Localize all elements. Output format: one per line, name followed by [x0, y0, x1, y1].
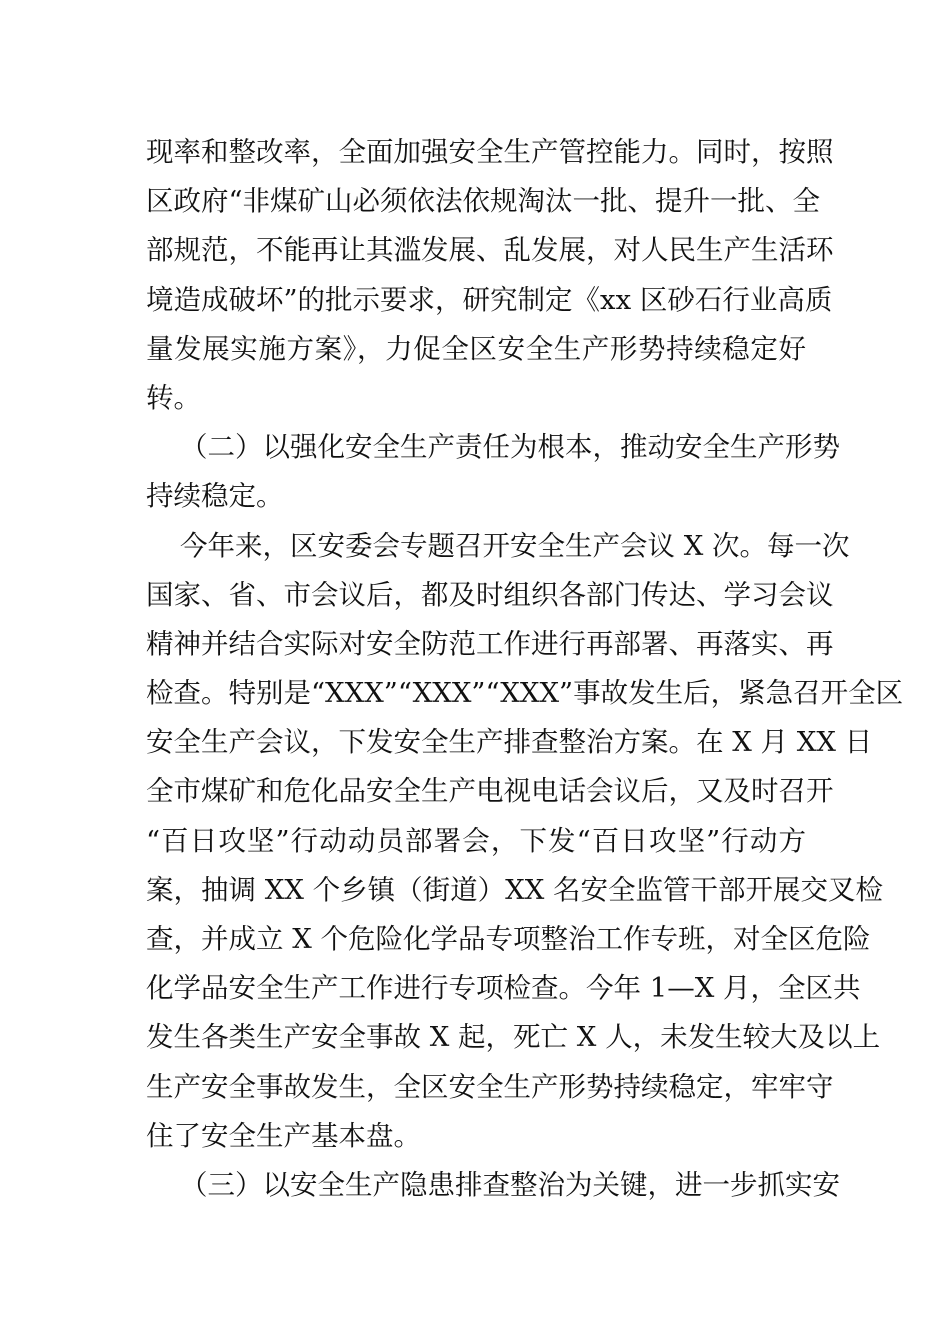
- text-line: 境造成破坏”的批示要求，研究制定《xx 区砂石行业高质: [146, 283, 833, 316]
- paragraph-first-line: 今年来，区安委会专题召开安全生产会议 X 次。每一次: [180, 529, 850, 562]
- text-line: 安全生产会议，下发安全生产排查整治方案。在 X 月 XX 日: [146, 726, 873, 759]
- text-line: 区政府“非煤矿山必须依法依规淘汰一批、提升一批、全: [146, 185, 821, 218]
- text-line: 转。: [146, 381, 201, 414]
- text-line: “百日攻坚”行动动员部署会，下发“百日攻坚”行动方: [146, 824, 806, 857]
- text-line: 化学品安全生产工作进行专项检查。今年 1—X 月，全区共: [146, 972, 861, 1005]
- text-line: 持续稳定。: [146, 480, 284, 513]
- text-line: 案，抽调 XX 个乡镇（街道）XX 名安全监管干部开展交叉检: [146, 873, 884, 906]
- body-text: [146, 128, 904, 1210]
- text-line: 部规范，不能再让其滥发展、乱发展，对人民生产生活环: [146, 234, 834, 267]
- text-line: 住了安全生产基本盘。: [146, 1119, 421, 1152]
- text-line: 生产安全事故发生，全区安全生产形势持续稳定，牢牢守: [146, 1070, 834, 1103]
- text-line: 量发展实施方案》，力促全区安全生产形势持续稳定好: [146, 332, 806, 365]
- text-line: 精神并结合实际对安全防范工作进行再部署、再落实、再: [146, 627, 834, 660]
- text-line: 现率和整改率，全面加强安全生产管控能力。同时，按照: [146, 136, 834, 168]
- paragraph-first-line: （二）以强化安全生产责任为根本，推动安全生产形势: [180, 431, 840, 464]
- text-line: 检查。特别是“XXX”“XXX”“XXX”事故发生后，紧急召开全区: [146, 677, 904, 710]
- text-line: 发生各类生产安全事故 X 起，死亡 X 人，未发生较大及以上: [146, 1021, 881, 1054]
- text-line: 全市煤矿和危化品安全生产电视电话会议后，又及时召开: [146, 775, 834, 808]
- text-line: 国家、省、市会议后，都及时组织各部门传达、学习会议: [146, 578, 834, 611]
- text-line: 查，并成立 X 个危险化学品专项整治工作专班，对全区危险: [146, 923, 871, 955]
- paragraph-first-line: （三）以安全生产隐患排查整治为关键，进一步抓实安: [180, 1168, 840, 1201]
